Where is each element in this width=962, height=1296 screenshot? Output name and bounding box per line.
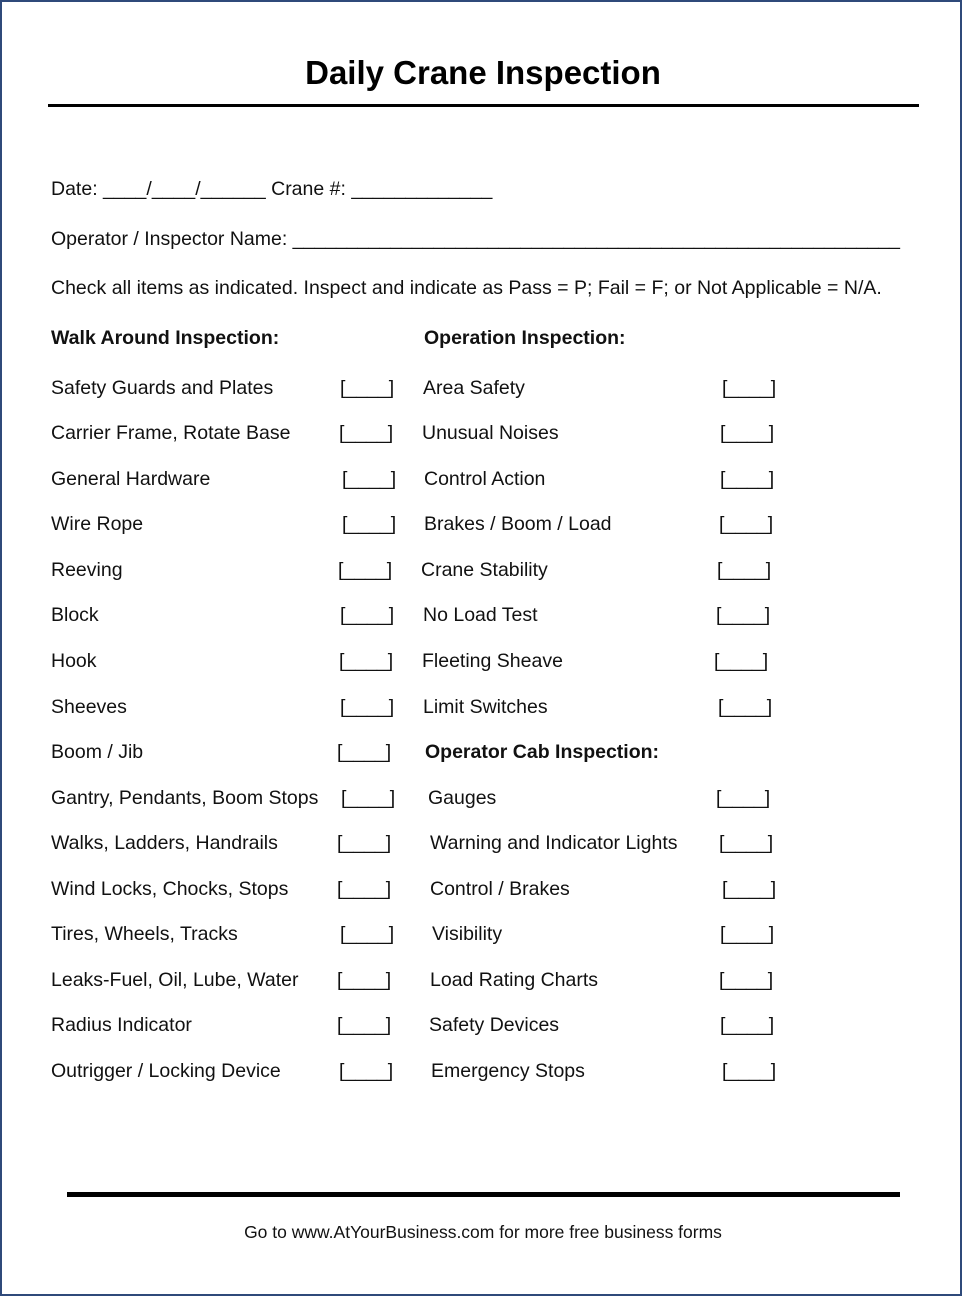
operation-item: Control Action: [424, 468, 546, 490]
walk-around-checkbox[interactable]: [____]: [341, 787, 396, 809]
walk-around-checkbox[interactable]: [____]: [337, 969, 392, 991]
walk-around-checkbox[interactable]: [____]: [339, 650, 394, 672]
operation-checkbox[interactable]: [____]: [718, 696, 773, 718]
walk-around-checkbox[interactable]: [____]: [339, 422, 394, 444]
walk-around-item: Wind Locks, Chocks, Stops: [51, 878, 289, 900]
operator-cab-item: Control / Brakes: [430, 878, 570, 900]
operation-item: Fleeting Sheave: [422, 650, 563, 672]
walk-around-item: Walks, Ladders, Handrails: [51, 832, 278, 854]
walk-around-checkbox[interactable]: [____]: [337, 832, 392, 854]
walk-around-item: Outrigger / Locking Device: [51, 1060, 281, 1082]
operation-item: Unusual Noises: [422, 422, 559, 444]
walk-around-checkbox[interactable]: [____]: [337, 1014, 392, 1036]
walk-around-checkbox[interactable]: [____]: [340, 923, 395, 945]
operation-item: Limit Switches: [423, 696, 548, 718]
walk-around-checkbox[interactable]: [____]: [340, 604, 395, 626]
operation-item: Area Safety: [423, 377, 525, 399]
operation-checkbox[interactable]: [____]: [716, 604, 771, 626]
operation-checkbox[interactable]: [____]: [720, 468, 775, 490]
operator-cab-checkbox[interactable]: [____]: [722, 1060, 777, 1082]
operator-cab-item: Visibility: [432, 923, 503, 945]
operator-cab-checkbox[interactable]: [____]: [719, 832, 774, 854]
walk-around-item: Wire Rope: [51, 513, 144, 535]
title-divider: [48, 104, 919, 107]
walk-around-checkbox[interactable]: [____]: [338, 559, 393, 581]
operation-item: Brakes / Boom / Load: [424, 513, 612, 535]
walk-around-item: Radius Indicator: [51, 1014, 192, 1036]
operation-checkbox[interactable]: [____]: [717, 559, 772, 581]
operation-checkbox[interactable]: [____]: [722, 377, 777, 399]
walk-around-item: Block: [51, 604, 99, 626]
operator-cab-checkbox[interactable]: [____]: [720, 1014, 775, 1036]
footer-text: Go to www.AtYourBusiness.com for more free business forms: [244, 1222, 722, 1242]
date-crane-field-line[interactable]: Date: ____/____/______ Crane #: _____________: [51, 178, 493, 200]
operator-cab-heading: Operator Cab Inspection:: [425, 741, 660, 763]
form-title: Daily Crane Inspection: [305, 54, 661, 91]
operator-cab-item: Safety Devices: [429, 1014, 560, 1036]
footer-divider: [67, 1192, 900, 1197]
operation-checkbox[interactable]: [____]: [714, 650, 769, 672]
walk-around-checkbox[interactable]: [____]: [342, 513, 397, 535]
operation-item: Crane Stability: [421, 559, 548, 581]
walk-around-item: General Hardware: [51, 468, 211, 490]
walk-around-item: Leaks-Fuel, Oil, Lube, Water: [51, 969, 299, 991]
operator-cab-item: Warning and Indicator Lights: [430, 832, 678, 854]
operation-checkbox[interactable]: [____]: [720, 422, 775, 444]
operator-cab-checkbox[interactable]: [____]: [722, 878, 777, 900]
walk-around-checkbox[interactable]: [____]: [340, 377, 395, 399]
walk-around-checkbox[interactable]: [____]: [342, 468, 397, 490]
walk-around-item: Safety Guards and Plates: [51, 377, 274, 399]
operation-item: No Load Test: [423, 604, 538, 626]
operation-checkbox[interactable]: [____]: [719, 513, 774, 535]
operator-cab-checkbox[interactable]: [____]: [720, 923, 775, 945]
walk-around-heading: Walk Around Inspection:: [51, 327, 280, 349]
walk-around-item: Gantry, Pendants, Boom Stops: [51, 787, 319, 809]
walk-around-item: Tires, Wheels, Tracks: [51, 923, 238, 945]
operator-cab-item: Emergency Stops: [431, 1060, 585, 1082]
walk-around-item: Reeving: [51, 559, 123, 581]
operator-cab-checkbox[interactable]: [____]: [719, 969, 774, 991]
walk-around-item: Hook: [51, 650, 97, 672]
walk-around-checkbox[interactable]: [____]: [337, 741, 392, 763]
operator-cab-item: Load Rating Charts: [430, 969, 599, 991]
instructions-text: Check all items as indicated. Inspect and indicate as Pass = P; Fail = F; or Not Applicable = N/A.: [51, 277, 882, 299]
walk-around-checkbox[interactable]: [____]: [339, 1060, 394, 1082]
operator-cab-item: Gauges: [428, 787, 497, 809]
walk-around-item: Boom / Jib: [51, 741, 144, 763]
walk-around-item: Carrier Frame, Rotate Base: [51, 422, 291, 444]
walk-around-checkbox[interactable]: [____]: [337, 878, 392, 900]
operation-heading: Operation Inspection:: [424, 327, 626, 349]
walk-around-checkbox[interactable]: [____]: [340, 696, 395, 718]
operator-cab-checkbox[interactable]: [____]: [716, 787, 771, 809]
operator-name-field-line[interactable]: Operator / Inspector Name: ________________________________________________________: [51, 228, 901, 250]
walk-around-item: Sheeves: [51, 696, 127, 718]
